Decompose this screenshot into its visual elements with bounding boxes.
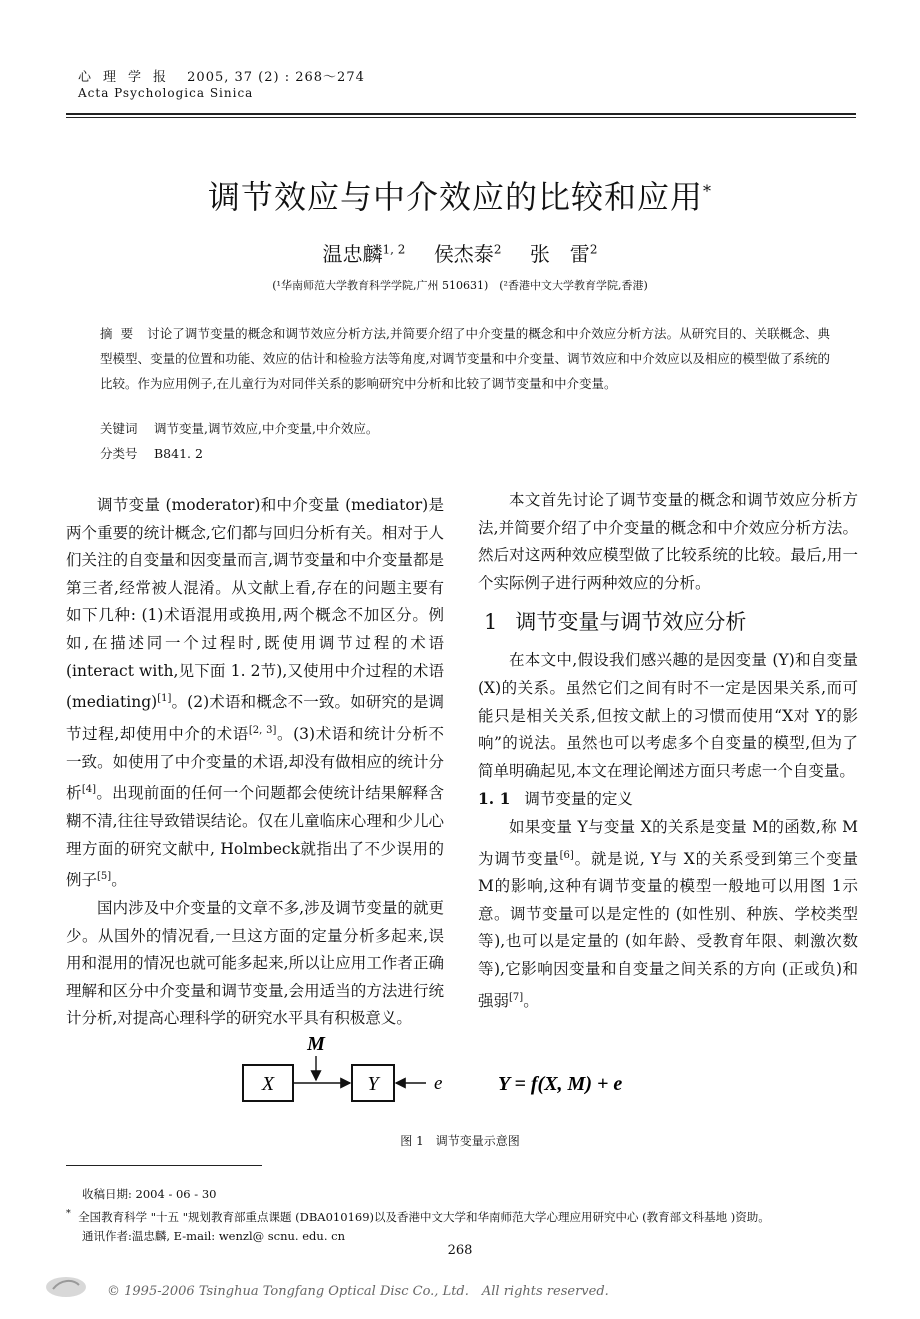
m-label: M xyxy=(307,1033,325,1055)
abstract xyxy=(100,321,830,396)
citation: [6] xyxy=(559,849,574,861)
section-number: 1 xyxy=(484,610,498,635)
footnote-rule xyxy=(66,1165,262,1166)
classification-code: B841. 2 xyxy=(154,446,203,461)
text-run: 。出现前面的任何一个问题都会使统计结果解释含糊不清,往往导致错误结论。仅在儿童临床心理和少儿心理方面的研究文献中, Holmbeck就指出了不少误用的例子 xyxy=(66,784,444,890)
text-run: 如果变量 Y与变量 X的关系是变量 M的函数,称 M为调节变量 xyxy=(478,817,858,868)
classification-label: 分类号 xyxy=(100,446,138,461)
subsection-heading xyxy=(478,785,858,814)
title-footnote-mark: * xyxy=(703,181,712,201)
classification xyxy=(100,444,203,462)
x-label: X xyxy=(261,1073,275,1095)
text-run: 。 xyxy=(523,991,539,1010)
copyright-notice: © 1995-2006 Tsinghua Tongfang Optical Disc Co., Ltd. All rights reserved. xyxy=(107,1284,609,1299)
right-column xyxy=(478,487,858,1015)
paragraph: 本文首先讨论了调节变量的概念和调节效应分析方法,并简要介绍了中介变量的概念和中介效应分析方法。然后对这两种效应模型做了比较系统的比较。最后,用一个实际例子进行两种效应的分析。 xyxy=(478,491,858,592)
citation: [7] xyxy=(509,991,524,1003)
paragraph xyxy=(66,492,460,895)
text-run: 。(2)术语和概念不一致。如研究的是调节过程,却使用中介的术语 xyxy=(66,693,444,744)
author-affil-mark: 1, 2 xyxy=(382,242,406,257)
author-name: 张 雷 xyxy=(529,242,590,266)
funding-note xyxy=(66,1208,770,1225)
abstract-label: 摘要 xyxy=(100,326,142,341)
section-heading xyxy=(484,607,858,637)
journal-title-en: Acta Psychologica Sinica xyxy=(78,86,254,100)
citation: [2, 3] xyxy=(248,724,277,736)
model-equation: Y = f(X, M) + e xyxy=(498,1073,623,1095)
citation: [5] xyxy=(97,871,112,883)
page-number: 268 xyxy=(447,1243,473,1258)
contact-note: 通讯作者:温忠麟, E-mail: wenzl@ scnu. edu. cn xyxy=(82,1229,345,1243)
author-name: 侯杰泰 xyxy=(433,242,494,266)
moderator-diagram xyxy=(230,1030,650,1115)
funding-mark: * xyxy=(66,1208,71,1219)
keywords-text: 调节变量,调节效应,中介变量,中介效应。 xyxy=(154,421,379,436)
journal-title-cn: 心理学报 xyxy=(78,70,179,85)
paragraph: 在本文中,假设我们感兴趣的是因变量 (Y)和自变量 (X)的关系。虽然它们之间有时不一定是因果关系,而可能只是相关关系,但按文献上的习惯而使用“X对 Y的影响”的说法。虽然也可以考虑多个自变量的模型,但为了简单明确起见,本文在理论阐述方面只考虑一个自变量。 xyxy=(478,651,858,780)
left-column xyxy=(66,492,460,1033)
paper-title xyxy=(0,172,920,218)
citation: [4] xyxy=(81,784,96,796)
section-title: 调节变量与调节效应分析 xyxy=(515,610,747,635)
keywords-label: 关键词 xyxy=(100,421,138,436)
received-date: 收稿日期: 2004 - 06 - 30 xyxy=(82,1187,217,1201)
paper-title-text: 调节效应与中介效应的比较和应用 xyxy=(207,178,703,216)
journal-header xyxy=(78,66,365,85)
text-run: 。就是说, Y与 X的关系受到第三个变量 M的影响,这种有调节变量的模型一般地可以用图 1示意。调节变量可以是定性的 (如性别、种族、学校类型等),也可以是定量的 (如年龄、受教育年限、刺激次数等),它影响因变量和自变量之间关系的方向 (正或负)和强弱 xyxy=(478,849,858,1010)
author-list xyxy=(0,238,920,267)
author-affil-mark: 2 xyxy=(589,242,598,257)
author-affil-mark: 2 xyxy=(493,242,502,257)
subsection-title: 调节变量的定义 xyxy=(524,790,633,809)
issue-info: 2005, 37 (2) : 268～274 xyxy=(187,70,365,85)
text-run: 。(3)术语和统计分析不一致。如使用了中介变量的术语,却没有做相应的统计分析 xyxy=(66,725,444,803)
text-run: 调节变量 (moderator)和中介变量 (mediator)是两个重要的统计概念,它们都与回归分析有关。相对于人们关注的自变量和因变量而言,调节变量和中介变量都是第三者,经常被人混淆。从文献上看,存在的问题主要有如下几种: (1)术语混用或换用,两个概念不加区分。例如,在描述同一个过程时,既使用调节过程的术语 (interact with,见下面 1. 2节),又使用中介过程的术语 (mediating) xyxy=(66,496,460,712)
author-name: 温忠麟 xyxy=(322,242,383,266)
citation: [1] xyxy=(157,693,172,705)
header-rule-thin xyxy=(66,117,856,118)
y-label: Y xyxy=(367,1073,379,1095)
subsection-number: 1. 1 xyxy=(478,789,511,809)
abstract-text: 讨论了调节变量的概念和调节效应分析方法,并简要介绍了中介变量的概念和中介效应分析方法。从研究目的、关联概念、典型模型、变量的位置和功能、效应的估计和检验方法等角度,对调节变量和中介变量、调节效应和中介效应以及相应的模型做了系统的比较。作为应用例子,在儿童行为对同伴关系的影响研究中分析和比较了调节变量和中介变量。 xyxy=(100,326,830,391)
text-run: 。 xyxy=(111,871,127,890)
keywords xyxy=(100,419,378,437)
paragraph: 国内涉及中介变量的文章不多,涉及调节变量的就更少。从国外的情况看,一旦这方面的定量分析多起来,误用和混用的情况也就可能多起来,所以让应用工作者正确理解和区分中介变量和调节变量,会用适当的方法进行统计分析,对提高心理科学的研究水平具有积极意义。 xyxy=(66,898,444,1028)
figure-caption: 图 1 调节变量示意图 xyxy=(400,1134,520,1148)
affiliations: (¹华南师范大学教育科学学院,广州 510631) (²香港中文大学教育学院,香港) xyxy=(272,279,648,292)
paragraph xyxy=(478,814,858,1015)
e-label: e xyxy=(434,1073,443,1094)
publisher-logo-icon xyxy=(43,1273,89,1301)
header-rule xyxy=(66,113,856,115)
funding-text: 全国教育科学 "十五 "规划教育部重点课题 (DBA010169)以及香港中文大学和华南师范大学心理应用研究中心 (教育部文科基地 )资助。 xyxy=(78,1209,770,1224)
